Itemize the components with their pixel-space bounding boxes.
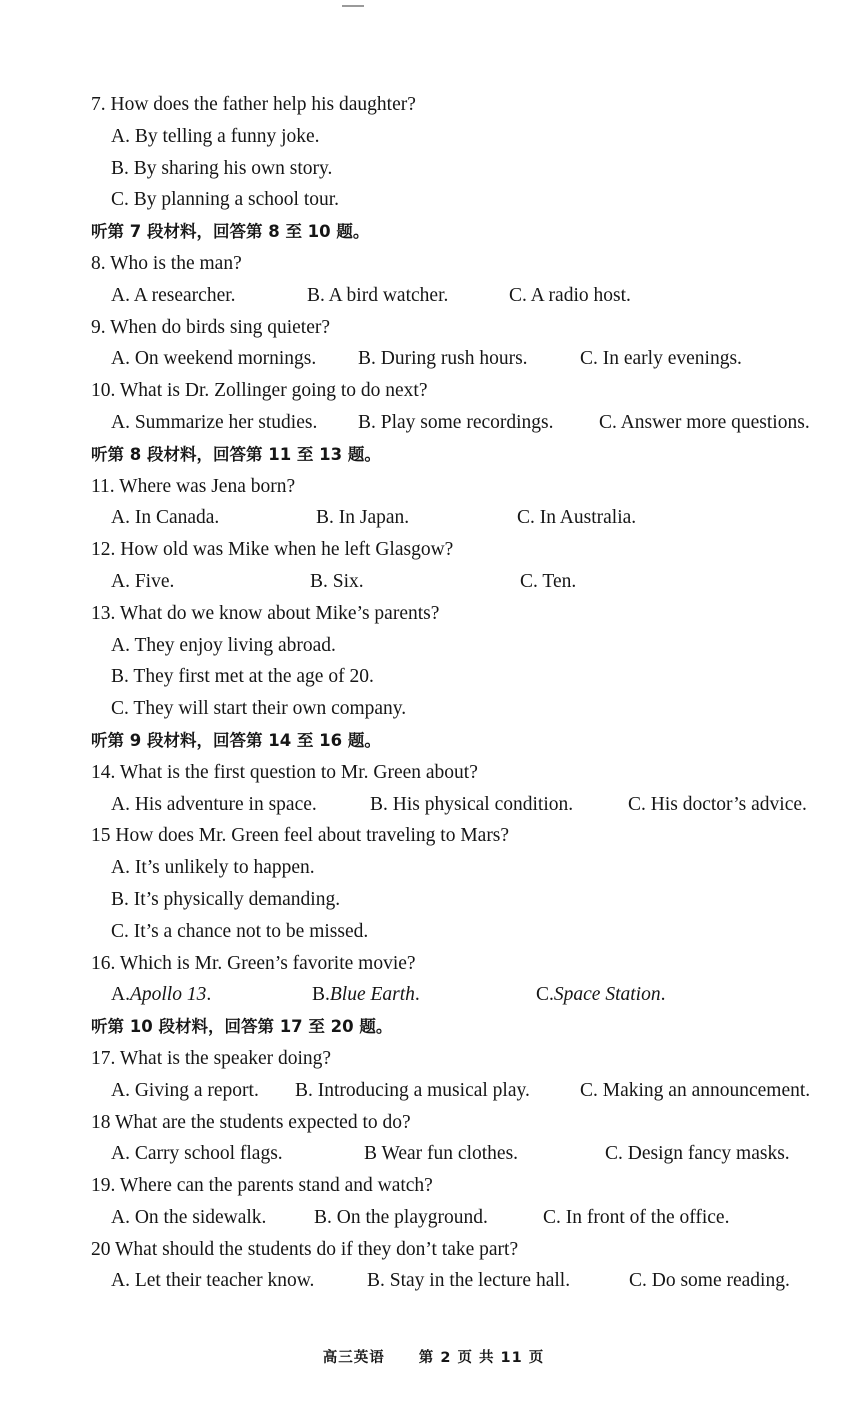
q16-option-b: B.Blue Earth. <box>312 984 420 1006</box>
q14-option-c: C. His doctor’s advice. <box>628 793 807 815</box>
question-13: 13. What do we know about Mike’s parents? <box>91 602 440 624</box>
q8-option-b: B. A bird watcher. <box>307 284 449 306</box>
q9-option-a: A. On weekend mornings. <box>111 348 317 370</box>
q20-option-a: A. Let their teacher know. <box>111 1270 315 1292</box>
question-15: 15 How does Mr. Green feel about traveling to Mars? <box>91 825 510 847</box>
section-10-heading: 听第 10 段材料，回答第 17 至 20 题。 <box>91 1017 393 1037</box>
q12-option-b: B. Six. <box>310 570 364 592</box>
q13-option-a: A. They enjoy living abroad. <box>111 634 336 656</box>
q19-option-b: B. On the playground. <box>314 1206 488 1228</box>
q9-option-b: B. During rush hours. <box>358 348 528 370</box>
footer-page-number: 第 2 页 共 11 页 <box>418 1350 545 1366</box>
q8-options <box>0 280 867 312</box>
q15-option-c: C. It’s a chance not to be missed. <box>111 920 369 942</box>
q16-option-a: A.Apollo 13. <box>111 984 212 1006</box>
question-14: 14. What is the first question to Mr. Green about? <box>91 761 478 783</box>
q12-options <box>0 566 867 598</box>
q18-options <box>0 1138 867 1170</box>
q17-option-b: B. Introducing a musical play. <box>295 1079 530 1101</box>
q14-option-b: B. His physical condition. <box>370 793 574 815</box>
q10-options <box>0 407 867 439</box>
question-16: 16. Which is Mr. Green’s favorite movie? <box>91 952 416 974</box>
q16-options <box>0 979 867 1011</box>
q18-option-b: B Wear fun clothes. <box>364 1143 519 1165</box>
q13-option-b: B. They first met at the age of 20. <box>111 666 374 688</box>
q14-options <box>0 789 867 821</box>
q13-option-c: C. They will start their own company. <box>111 698 407 720</box>
section-7-heading: 听第 7 段材料，回答第 8 至 10 题。 <box>91 222 370 242</box>
q8-option-c: C. A radio host. <box>509 284 631 306</box>
q9-option-c: C. In early evenings. <box>580 348 742 370</box>
q10-option-c: C. Answer more questions. <box>599 411 810 433</box>
q20-options <box>0 1265 867 1297</box>
q15-option-a: A. It’s unlikely to happen. <box>111 857 315 879</box>
question-18: 18 What are the students expected to do? <box>91 1111 411 1133</box>
q11-option-b: B. In Japan. <box>316 507 410 529</box>
page-footer <box>0 1346 867 1367</box>
footer-subject: 高三英语 <box>322 1350 385 1366</box>
question-17: 17. What is the speaker doing? <box>91 1047 332 1069</box>
question-8: 8. Who is the man? <box>91 252 242 274</box>
q7-option-a: A. By telling a funny joke. <box>111 125 320 147</box>
q15-option-b: B. It’s physically demanding. <box>111 888 341 910</box>
question-12: 12. How old was Mike when he left Glasgow? <box>91 539 454 561</box>
question-19: 19. Where can the parents stand and watch? <box>91 1175 433 1197</box>
q18-option-c: C. Design fancy masks. <box>605 1143 790 1165</box>
q9-options <box>0 343 867 375</box>
q14-option-a: A. His adventure in space. <box>111 793 317 815</box>
q10-option-a: A. Summarize her studies. <box>111 411 318 433</box>
question-9: 9. When do birds sing quieter? <box>91 316 331 338</box>
q16-option-c: C.Space Station. <box>536 984 666 1006</box>
q19-options <box>0 1202 867 1234</box>
q19-option-a: A. On the sidewalk. <box>111 1206 267 1228</box>
q12-option-c: C. Ten. <box>520 570 577 592</box>
top-scan-mark <box>342 5 364 7</box>
q8-option-a: A. A researcher. <box>111 284 236 306</box>
q10-option-b: B. Play some recordings. <box>358 411 554 433</box>
q17-option-a: A. Giving a report. <box>111 1079 259 1101</box>
q7-option-b: B. By sharing his own story. <box>111 157 333 179</box>
q18-option-a: A. Carry school flags. <box>111 1143 283 1165</box>
q20-option-b: B. Stay in the lecture hall. <box>367 1270 571 1292</box>
section-9-heading: 听第 9 段材料，回答第 14 至 16 题。 <box>91 730 381 750</box>
q7-option-c: C. By planning a school tour. <box>111 189 340 211</box>
question-20: 20 What should the students do if they don’t take part? <box>91 1238 519 1260</box>
q20-option-c: C. Do some reading. <box>629 1270 790 1292</box>
q12-option-a: A. Five. <box>111 570 175 592</box>
q17-option-c: C. Making an announcement. <box>580 1079 811 1101</box>
question-10: 10. What is Dr. Zollinger going to do next? <box>91 380 428 402</box>
exam-page <box>0 89 867 1297</box>
q19-option-c: C. In front of the office. <box>543 1206 730 1228</box>
q11-options <box>0 502 867 534</box>
q11-option-c: C. In Australia. <box>517 507 637 529</box>
q17-options <box>0 1075 867 1107</box>
question-7: 7. How does the father help his daughter? <box>91 94 416 115</box>
section-8-heading: 听第 8 段材料，回答第 11 至 13 题。 <box>91 444 381 464</box>
q11-option-a: A. In Canada. <box>111 507 220 529</box>
question-11: 11. Where was Jena born? <box>91 475 296 497</box>
